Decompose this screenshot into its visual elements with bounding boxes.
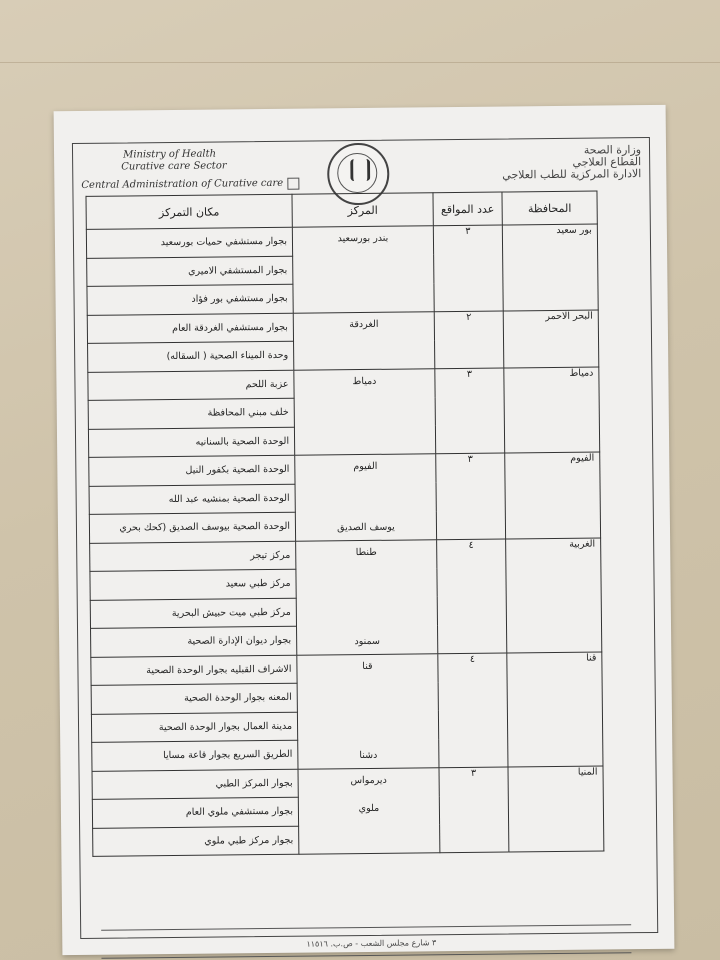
- location-cell: بجوار مستشفي الغردقة العام: [87, 313, 293, 344]
- center-name: دمياط: [352, 375, 377, 387]
- location-cell: بجوار مستشفي حميات بورسعيد: [86, 227, 292, 258]
- arabic-header: [441, 144, 641, 182]
- center-name: الفيوم: [353, 460, 378, 473]
- center-name: طنطا: [355, 546, 377, 558]
- center-name: قنا: [362, 660, 373, 672]
- administration-name-ar: الادارة المركزية للطب العلاجي: [502, 167, 642, 182]
- governorate-cell: الغربية: [506, 538, 602, 653]
- location-cell: الوحدة الصحية بيوسف الصديق (كحك بحري: [89, 512, 295, 543]
- center-name: يوسف الصديق: [337, 521, 395, 534]
- center-name: بندر بورسعيد: [337, 232, 389, 245]
- location-cell: وحدة الميناء الصحية ( السقاله): [88, 341, 294, 372]
- site-count-cell: ٤: [438, 653, 508, 768]
- footer-rule-bottom: [101, 952, 631, 959]
- center-name: ملوي: [358, 802, 380, 814]
- header-center: المركز: [292, 193, 433, 227]
- ministry-name-en: Ministry of Health: [123, 148, 217, 161]
- desk-edge: [0, 62, 720, 63]
- table-row: [88, 367, 599, 401]
- location-cell: الوحدة الصحية بكفور النيل: [89, 455, 295, 486]
- site-count-cell: ٣: [439, 767, 509, 853]
- location-cell: مركز طبي ميت حبيش البحرية: [90, 598, 296, 629]
- sector-name-en: Curative care Sector: [121, 160, 227, 173]
- center-cell: [297, 653, 439, 768]
- location-cell: بجوار المستشفي الاميري: [87, 256, 293, 287]
- location-cell: الوحدة الصحية بالسنانيه: [88, 427, 294, 458]
- table-row: [86, 224, 597, 258]
- location-cell: بجوار مركز طبي ملوي: [93, 826, 299, 857]
- center-name: ديرمواس: [350, 774, 387, 786]
- footer-address: ٣ شارع مجلس الشعب - ص.ب. ١١٥١٦: [306, 938, 437, 949]
- location-cell: مدينة العمال بجوار الوحدة الصحية: [91, 712, 297, 743]
- footer-rule-top: [101, 924, 631, 931]
- center-name: دشنا: [359, 749, 378, 761]
- center-cell: [293, 311, 435, 369]
- table-row: [91, 652, 602, 686]
- table-row: [87, 310, 598, 344]
- governorate-cell: بور سعيد: [502, 224, 598, 310]
- site-count-cell: ٢: [434, 311, 504, 369]
- location-cell: الاشراف القبليه بجوار الوحدة الصحية: [91, 655, 297, 686]
- center-cell: [295, 454, 437, 541]
- governorate-cell: قنا: [507, 652, 603, 767]
- table-header-row: [86, 191, 597, 229]
- document-page: [54, 105, 675, 955]
- location-cell: الوحدة الصحية بمنشيه عبد الله: [89, 484, 295, 515]
- location-cell: المعنه بجوار الوحدة الصحية: [91, 683, 297, 714]
- header-checkbox: [287, 178, 299, 190]
- location-cell: بجوار المركز الطبي: [92, 769, 298, 800]
- governorate-cell: المنيا: [508, 766, 604, 852]
- site-count-cell: ٣: [435, 368, 505, 454]
- governorate-cell: البحر الاحمر: [503, 310, 599, 368]
- site-count-cell: ٤: [437, 539, 507, 654]
- location-cell: الطريق السريع بجوار قاعة مسايا: [92, 740, 298, 771]
- center-cell: [296, 539, 438, 654]
- location-cell: مركز تيجر: [90, 541, 296, 572]
- center-cell: [292, 226, 434, 313]
- document-frame: [72, 137, 658, 949]
- header-governorate: المحافظة: [502, 191, 597, 225]
- location-cell: بجوار مستشفي ملوي العام: [92, 797, 298, 828]
- table-row: [90, 538, 601, 572]
- table-row: [89, 452, 600, 486]
- center-cell: [298, 767, 440, 854]
- location-cell: بجوار مستشفي بور فؤاد: [87, 284, 293, 315]
- center-cell: [294, 368, 436, 455]
- sector-name-ar: القطاع العلاجي: [572, 155, 642, 169]
- site-count-cell: ٣: [433, 225, 503, 311]
- seal-emblem: [350, 159, 370, 181]
- header-count: عدد المواقع: [433, 192, 502, 226]
- center-name: الغردقة: [349, 318, 379, 330]
- site-count-cell: ٣: [436, 453, 506, 539]
- locations-table: [85, 191, 604, 857]
- administration-name-en: Central Administration of Curative care: [81, 177, 284, 191]
- location-cell: مركز طبي سعيد: [90, 569, 296, 600]
- table-row: [92, 766, 603, 800]
- ministry-name-ar: وزارة الصحة: [583, 143, 642, 157]
- governorate-cell: الفيوم: [505, 452, 601, 538]
- location-cell: خلف مبني المحافظة: [88, 398, 294, 429]
- location-cell: عزبة اللحم: [88, 370, 294, 401]
- center-name: سمنود: [354, 635, 380, 647]
- governorate-cell: دمياط: [504, 367, 600, 453]
- header-location: مكان التمركز: [86, 194, 292, 229]
- location-cell: بجوار ديوان الإدارة الصحية: [91, 626, 297, 657]
